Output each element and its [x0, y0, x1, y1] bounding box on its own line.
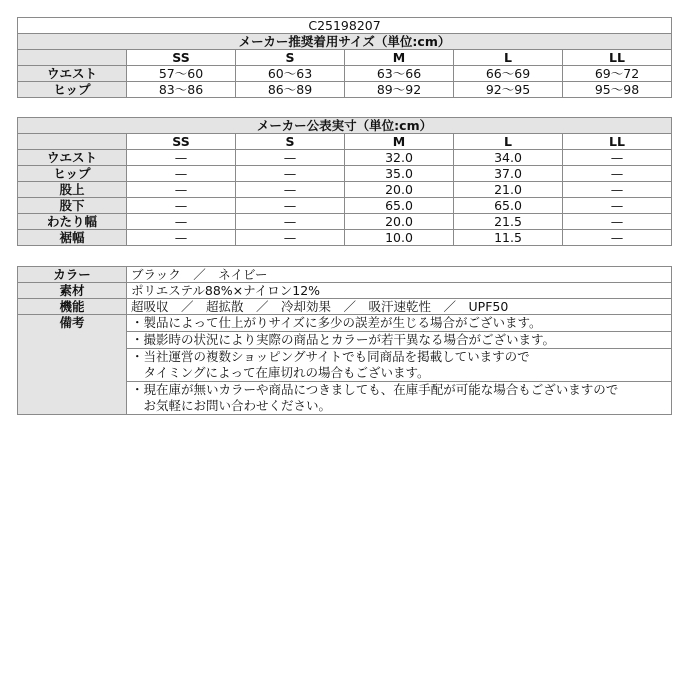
table-row: [18, 66, 672, 82]
table-cell: 35.0: [345, 166, 454, 182]
note-line: お気軽にお問い合わせください。: [131, 398, 332, 413]
size-header-ss: SS: [127, 50, 236, 66]
table-cell: —: [236, 214, 345, 230]
note-item: [127, 315, 672, 332]
notes-label: 備考: [18, 315, 127, 415]
function-label: 機能: [18, 299, 127, 315]
recommended-size-table: [17, 17, 672, 98]
size-header-s: S: [236, 50, 345, 66]
product-info-table: [17, 266, 672, 415]
product-code: C25198207: [18, 18, 672, 34]
table-cell: 20.0: [345, 214, 454, 230]
table-cell: 37.0: [454, 166, 563, 182]
row-label: ヒップ: [18, 166, 127, 182]
table-cell: —: [236, 150, 345, 166]
size-header-row: [18, 50, 672, 66]
note-item: [127, 349, 672, 382]
note-line: ・撮影時の状況により実際の商品とカラーが若干異なる場合がございます。: [131, 332, 556, 347]
table-row: [18, 214, 672, 230]
table-cell: 92〜95: [454, 82, 563, 98]
table-cell: 89〜92: [345, 82, 454, 98]
table-cell: 65.0: [345, 198, 454, 214]
table-cell: 11.5: [454, 230, 563, 246]
info-row-notes: [18, 315, 672, 332]
size-header-s: S: [236, 134, 345, 150]
size-header-ss: SS: [127, 134, 236, 150]
material-value: ポリエステル88%×ナイロン12%: [127, 283, 672, 299]
table-cell: 21.5: [454, 214, 563, 230]
table-cell: 57〜60: [127, 66, 236, 82]
note-item: [127, 332, 672, 349]
table-cell: 86〜89: [236, 82, 345, 98]
table-cell: —: [127, 230, 236, 246]
table-cell: 65.0: [454, 198, 563, 214]
info-row-function: [18, 299, 672, 315]
table-cell: —: [236, 230, 345, 246]
table-cell: 60〜63: [236, 66, 345, 82]
size-header-ll: LL: [563, 50, 672, 66]
table-cell: 83〜86: [127, 82, 236, 98]
table-cell: —: [563, 198, 672, 214]
note-line: ・製品によって仕上がりサイズに多少の誤差が生じる場合がございます。: [131, 315, 542, 330]
table-cell: 69〜72: [563, 66, 672, 82]
table-cell: —: [563, 182, 672, 198]
note-line: ・当社運営の複数ショッピングサイトでも同商品を掲載していますので: [131, 349, 530, 364]
table-cell: —: [127, 166, 236, 182]
function-value: 超吸収 ／ 超拡散 ／ 冷却効果 ／ 吸汗速乾性 ／ UPF50: [127, 299, 672, 315]
size-header-l: L: [454, 50, 563, 66]
row-label: ウエスト: [18, 66, 127, 82]
table-row: [18, 82, 672, 98]
info-row-color: [18, 267, 672, 283]
table-cell: —: [563, 150, 672, 166]
recommended-size-title: メーカー推奨着用サイズ（単位:cm）: [18, 34, 672, 50]
material-label: 素材: [18, 283, 127, 299]
size-header-l: L: [454, 134, 563, 150]
header-corner: [18, 50, 127, 66]
size-header-row: [18, 134, 672, 150]
table-row: [18, 198, 672, 214]
table-cell: —: [563, 214, 672, 230]
row-label: 股上: [18, 182, 127, 198]
size-header-ll: LL: [563, 134, 672, 150]
row-label: ヒップ: [18, 82, 127, 98]
table-cell: —: [563, 166, 672, 182]
table-cell: 21.0: [454, 182, 563, 198]
table-row: [18, 230, 672, 246]
table-cell: —: [563, 230, 672, 246]
table-cell: 95〜98: [563, 82, 672, 98]
table-cell: —: [236, 182, 345, 198]
actual-measurement-table: [17, 117, 672, 246]
table-cell: —: [127, 214, 236, 230]
table-cell: —: [127, 198, 236, 214]
table-cell: 34.0: [454, 150, 563, 166]
table-row: [18, 182, 672, 198]
table-row: [18, 166, 672, 182]
size-header-m: M: [345, 50, 454, 66]
note-item: [127, 382, 672, 415]
info-row-material: [18, 283, 672, 299]
table-cell: 10.0: [345, 230, 454, 246]
table-cell: —: [127, 182, 236, 198]
table-cell: 63〜66: [345, 66, 454, 82]
table-cell: 66〜69: [454, 66, 563, 82]
table-cell: —: [236, 198, 345, 214]
color-value: ブラック ／ ネイビー: [127, 267, 672, 283]
row-label: わたり幅: [18, 214, 127, 230]
header-corner: [18, 134, 127, 150]
table-cell: 20.0: [345, 182, 454, 198]
table-cell: —: [127, 150, 236, 166]
row-label: 裾幅: [18, 230, 127, 246]
size-header-m: M: [345, 134, 454, 150]
note-line: ・現在庫が無いカラーや商品につきましても、在庫手配が可能な場合もございますので: [131, 382, 619, 397]
table-cell: 32.0: [345, 150, 454, 166]
table-cell: —: [236, 166, 345, 182]
note-line: タイミングによって在庫切れの場合もございます。: [131, 365, 430, 380]
table-row: [18, 150, 672, 166]
actual-measurement-title: メーカー公表実寸（単位:cm）: [18, 118, 672, 134]
row-label: 股下: [18, 198, 127, 214]
row-label: ウエスト: [18, 150, 127, 166]
color-label: カラー: [18, 267, 127, 283]
